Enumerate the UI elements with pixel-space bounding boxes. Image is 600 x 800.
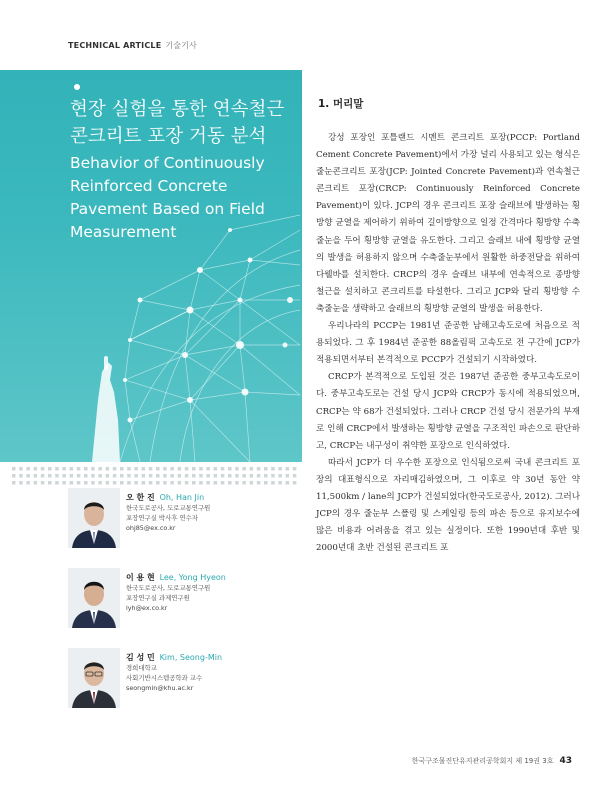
page-number: 43 [559, 756, 572, 766]
grid-dot [178, 474, 182, 478]
title-korean-line-2: 콘크리트 포장 거동 분석 [70, 126, 267, 147]
grid-dot [185, 474, 189, 478]
title-english-line-1: Behavior of Continuously [70, 154, 265, 172]
section-heading: 1. 머리말 [318, 98, 364, 110]
grid-dot [250, 481, 254, 485]
paragraph: CRCP가 본격적으로 도입된 것은 1987년 준공한 중부고속도로이다. 중부고속도로는 건설 당시 JCP와 CRCP가 동시에 적용되었으며, CRCP는 약 68가 건설되었다. 그러나 CRCP 건설 당시 전문가의 부재로 인해 CRCP에서 발생하는 횡방향 균열을 구조적인 파손으로 판단하고, CRCP는 내구성이 취약한 포장으로 인식하였다. [316, 372, 580, 451]
author-position: 포장연구실 박사후 연수자 [126, 514, 198, 522]
author-name-en: Oh, Han Jin [159, 493, 205, 502]
grid-dot [278, 474, 282, 478]
grid-dot [84, 467, 88, 471]
grid-dot [149, 467, 153, 471]
grid-dot [91, 481, 95, 485]
grid-dot [62, 467, 66, 471]
author-card [68, 568, 308, 628]
grid-dot [120, 481, 124, 485]
paragraph: 강성 포장인 포틀랜드 시멘트 콘크리트 포장(PCCP: Portland Cement Concrete Pavement)에서 가장 널리 사용되고 있는 형식은 줄눈콘크리트 포장(JCP: Jointed Concrete Pavement)과 연속철근 콘크리트 포장(CRCP: Continuously Reinforced Concrete Pavement)이 있다. JCP의 경우 콘크리트 포장 슬래브에 발생하는 횡방향 균열을 제어하기 위하여 길이방향으로 일정 간격마다 횡방향 수축줄눈을 두어 횡방향 균열을 유도한다. 그리고 슬래브 내에 횡방향 균열의 발생을 허용하지 않으며 수축줄눈부에서 원활한 하중전달을 위하여 다웰바를 설치한다. CRCP의 경우 슬래브 내부에 연속적으로 종방향 철근을 설치하고 콘크리트를 타설한다. 그리고 JCP와 달리 횡방향 수축줄눈을 생략하고 슬래브의 횡방향 균열의 발생을 허용한다. [316, 133, 580, 314]
hero-panel [0, 0, 302, 462]
grid-dot [41, 481, 45, 485]
grid-dot [142, 481, 146, 485]
grid-dot [142, 474, 146, 478]
author-info [126, 572, 306, 613]
grid-dot [62, 481, 66, 485]
author-name-ko: 오 한 진 [126, 493, 155, 502]
grid-dot [192, 481, 196, 485]
grid-dot [271, 481, 275, 485]
grid-dot [120, 474, 124, 478]
author-info [126, 652, 306, 693]
grid-dot [278, 481, 282, 485]
grid-dot [70, 474, 74, 478]
grid-dot [235, 467, 239, 471]
author-name-ko: 김 성 민 [126, 653, 155, 662]
grid-dot [77, 481, 81, 485]
article-type-en: TECHNICAL ARTICLE [68, 41, 162, 50]
author-photo [68, 568, 120, 628]
grid-dot [91, 474, 95, 478]
grid-dot [142, 467, 146, 471]
title-korean [70, 96, 300, 150]
author-name [126, 492, 306, 503]
grid-dot [98, 481, 102, 485]
grid-dot [19, 481, 23, 485]
body-text [316, 130, 580, 557]
author-card [68, 488, 308, 548]
title-english-line-3: Pavement Based on Field [70, 200, 265, 218]
grid-dot [185, 467, 189, 471]
grid-dot [84, 481, 88, 485]
grid-dot [170, 474, 174, 478]
grid-dot [70, 467, 74, 471]
grid-dot [271, 467, 275, 471]
grid-dot [62, 474, 66, 478]
grid-dot [134, 481, 138, 485]
grid-dot [12, 467, 16, 471]
grid-dot [26, 467, 30, 471]
grid-dot [250, 474, 254, 478]
grid-dot [127, 474, 131, 478]
grid-dot [113, 467, 117, 471]
grid-dot [185, 481, 189, 485]
grid-dot [170, 467, 174, 471]
grid-dot [156, 467, 160, 471]
grid-dot [242, 481, 246, 485]
grid-dot [156, 481, 160, 485]
grid-dot [77, 474, 81, 478]
grid-dot [264, 481, 268, 485]
author-email[interactable]: lyh@ex.co.kr [126, 604, 168, 612]
author-name [126, 572, 306, 583]
grid-dot [19, 467, 23, 471]
article-type-ko: 기술기사 [165, 41, 198, 50]
grid-dot [77, 467, 81, 471]
grid-dot [271, 474, 275, 478]
grid-dot [70, 481, 74, 485]
author-name-en: Lee, Yong Hyeon [159, 573, 226, 582]
grid-dot [134, 474, 138, 478]
grid-dot [41, 467, 45, 471]
grid-dot [48, 481, 52, 485]
grid-dot [242, 474, 246, 478]
journal-name: 한국구조물진단유지관리공학회지 제 19권 3호 [411, 757, 554, 765]
grid-dot [163, 474, 167, 478]
page-footer [412, 756, 572, 766]
author-card [68, 648, 308, 708]
grid-dot [221, 481, 225, 485]
grid-dot [242, 467, 246, 471]
grid-dot [257, 481, 261, 485]
grid-dot [250, 467, 254, 471]
grid-dot [34, 474, 38, 478]
grid-dot [293, 481, 297, 485]
grid-dot [149, 474, 153, 478]
grid-dot [34, 481, 38, 485]
grid-dot [214, 481, 218, 485]
grid-dot [55, 474, 59, 478]
grid-dot [293, 467, 297, 471]
grid-dot [228, 474, 232, 478]
grid-dot [12, 481, 16, 485]
grid-dot [12, 474, 16, 478]
title-english-line-4: Measurement [70, 223, 177, 241]
grid-dot [206, 481, 210, 485]
author-name [126, 652, 306, 663]
paragraph: 따라서 JCP가 더 우수한 포장으로 인식됨으로써 국내 콘크리트 포장의 대표형식으로 자리매김하였으며, 그 이후로 약 30년 동안 약 11,500km / lane의 JCP가 건설되었다(한국도로공사, 2012). 그러나 JCP의 경우 줄눈부 스폴링 및 스케일링 등의 파손 등으로 유지보수에 많은 비용과 어려움을 겪고 있는 실정이다. 또한 1990년대 후반 및 2000년대 초반 건설된 콘크리트 포 [316, 457, 580, 554]
grid-dot [127, 481, 131, 485]
grid-dot [192, 474, 196, 478]
author-name-en: Kim, Seong-Min [159, 653, 223, 662]
grid-dot [286, 481, 290, 485]
grid-dot [156, 474, 160, 478]
author-email[interactable]: ohj85@ex.co.kr [126, 524, 176, 532]
grid-dot [278, 467, 282, 471]
grid-dot [221, 474, 225, 478]
title-korean-line-1: 현장 실험을 통한 연속철근 [70, 99, 285, 120]
grid-dot [192, 467, 196, 471]
grid-dot [106, 474, 110, 478]
author-affiliation: 한국도로공사, 도로교통연구원 [126, 584, 211, 592]
grid-dot [214, 474, 218, 478]
grid-dot [264, 467, 268, 471]
grid-dot [206, 467, 210, 471]
grid-dot [199, 481, 203, 485]
grid-dot [19, 474, 23, 478]
grid-dot [286, 474, 290, 478]
grid-dot [113, 474, 117, 478]
author-affiliation: 한국도로공사, 도로교통연구원 [126, 504, 211, 512]
grid-dot [134, 467, 138, 471]
grid-dot [235, 481, 239, 485]
grid-dot [48, 467, 52, 471]
grid-dot [84, 474, 88, 478]
grid-dot [214, 467, 218, 471]
grid-dot [228, 481, 232, 485]
grid-dot [221, 467, 225, 471]
grid-dot [55, 467, 59, 471]
grid-dot [106, 481, 110, 485]
grid-dot [113, 481, 117, 485]
grid-dot [34, 467, 38, 471]
grid-dot [106, 467, 110, 471]
author-info [126, 492, 306, 533]
author-affiliation: 경희대학교 [126, 664, 157, 672]
author-email[interactable]: seongmin@khu.ac.kr [126, 684, 194, 692]
grid-dot [98, 474, 102, 478]
author-photo [68, 648, 120, 708]
grid-dot [257, 474, 261, 478]
grid-dot [98, 467, 102, 471]
dot-grid-decoration [10, 465, 302, 487]
grid-dot [235, 474, 239, 478]
author-position: 포장연구실 과제연구원 [126, 594, 190, 602]
title-english-line-2: Reinforced Concrete [70, 177, 228, 195]
grid-dot [163, 467, 167, 471]
grid-dot [163, 481, 167, 485]
article-type-label [68, 40, 197, 51]
grid-dot [41, 474, 45, 478]
grid-dot [199, 467, 203, 471]
grid-dot [26, 474, 30, 478]
grid-dot [257, 467, 261, 471]
author-photo [68, 488, 120, 548]
author-position: 사회기반시스템공학과 교수 [126, 674, 203, 682]
paragraph: 우리나라의 PCCP는 1981년 준공한 남해고속도로에 처음으로 적용되었다. 그 후 1984년 준공한 88올림픽 고속도로 전 구간에 JCP가 적용되면서부터 본격적으로 PCCP가 건설되기 시작하였다. [316, 321, 580, 366]
title-english [70, 152, 300, 244]
grid-dot [91, 467, 95, 471]
grid-dot [120, 467, 124, 471]
grid-dot [127, 467, 131, 471]
grid-dot [149, 481, 153, 485]
grid-dot [48, 474, 52, 478]
grid-dot [170, 481, 174, 485]
grid-dot [293, 474, 297, 478]
grid-dot [26, 481, 30, 485]
grid-dot [178, 481, 182, 485]
grid-dot [199, 474, 203, 478]
title-bullet [74, 84, 80, 90]
grid-dot [228, 467, 232, 471]
grid-dot [178, 467, 182, 471]
author-name-ko: 이 용 현 [126, 573, 155, 582]
grid-dot [264, 474, 268, 478]
grid-dot [206, 474, 210, 478]
grid-dot [286, 467, 290, 471]
grid-dot [55, 481, 59, 485]
